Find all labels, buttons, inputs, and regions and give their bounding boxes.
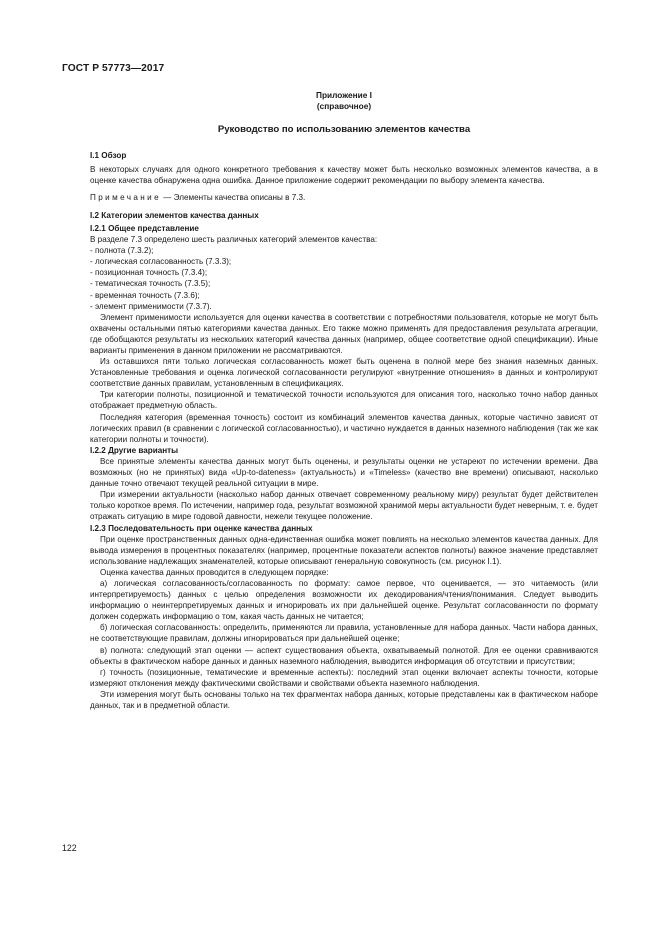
list-item: - тематическая точность (7.3.5); [90,278,598,289]
page-number: 122 [62,843,77,853]
paragraph: Эти измерения могут быть основаны только на тех фрагментах набора данных, которые представлены как в фактическом наборе данных, так и в предметной области. [90,689,598,710]
section-heading-i22: I.2.2 Другие варианты [90,445,179,455]
section-heading-i21: I.2.1 Общее представление [90,223,199,233]
paragraph: В некоторых случаях для одного конкретного требования к качеству может быть несколько возможных элементов качества, а в оценке качества обнаружена одна ошибка. Данное приложение содержит рекомендации по выбору элемента качества. [90,164,598,185]
paragraph: г) точность (позиционные, тематические и временные аспекты): последний этап оценки включает аспекты точности, которые измеряют отклонения между фактическими свойствами и свойствами объекта наземного наблюдения. [90,667,598,688]
paragraph: Элемент применимости используется для оценки качества в соответствии с потребностями пользователя, которые не могут быть охвачены остальными пятью категориями качества данных. Его также можно применять для предоставления результата агрегации, где обобщаются результаты из нескольких категорий качества данных (например, общее соответствие одной спецификации). Иные варианты применения в данном приложении не рассматриваются. [90,312,598,355]
document-code: ГОСТ Р 57773—2017 [62,63,165,74]
paragraph: Оценка качества данных проводится в следующем порядке: [100,567,329,577]
appendix-kind: (справочное) [316,101,372,112]
list-item: - позиционная точность (7.3.4); [90,267,598,278]
appendix-title: Руководство по использованию элементов качества [217,124,471,136]
paragraph: Три категории полноты, позиционной и тематической точности используются для описания того, насколько точно набор данных отображает предметную область. [90,390,598,411]
appendix-label: Приложение I [316,90,372,100]
paragraph: Все принятые элементы качества данных могут быть оценены, и результаты оценки не устареют по истечении времени. Два возможных (но не принятых) вида «Up-to-dateness» (актуальность) и «Timeless» (качество вне времени) описывают, насколько данные точно отвечают текущей реальной ситуации в мире. [90,456,598,489]
paragraph: б) логическая согласованность: определить, применяются ли правила, установленные для набора данных. Части набора данных, не соответствующие правилам, должны игнорироваться при дальнейшей оценке; [90,623,598,644]
paragraph: в) полнота: следующий этап оценки — аспект существования объекта, охватываемый полнотой. Для ее оценки сравниваются объекты в фактическом наборе данных и данных наземного наблюдения, выводится информация об отсутствии и присутствии; [90,645,598,666]
list-item: - логическая согласованность (7.3.3); [90,256,598,267]
paragraph: Последняя категория (временная точность) состоит из комбинаций элементов качества данных, которые частично зависят от логических правил (в сравнении с логической согласованностью), и частично нуждается в данных наземного наблюдения (так же как категории полноты и точности). [90,412,598,444]
section-heading-i1: I.1 Обзор [90,150,127,160]
paragraph: При оценке пространственных данных одна-единственная ошибка может повлиять на несколько элементов качества данных. Для вывода измерения в процентных показателях (например, процентные показатели аспектов полноты) важное значение представляет использование надлежащих знаменателей, которые описывают генеральную совокупность (см. рисунок I.1). [90,534,598,566]
paragraph: а) логическая согласованность/согласованность по формату: самое первое, что оценивается, — это читаемость (или интерпретируемость) данных с целью определения возможности их декодирования/чтения/понимания. Следует выводить информацию о неинтерпретируемых данных и игнорировать их при дальнейшей оценке. Результат согласованности по формату должен содержать информацию о том, какая часть данных не читается; [90,578,598,622]
category-list [90,245,598,312]
page-content [90,90,598,711]
paragraph: При измерении актуальности (насколько набор данных отвечает современному реальному миру) результат будет действителен только короткое время. По истечении, например года, результат возможной хранимой меры актуальности будет неверным, т. е. будет отражать ситуацию в мире годовой давности, нежели текущее положение. [90,490,598,522]
list-item: - временная точность (7.3.6); [90,290,598,301]
list-item: - элемент применимости (7.3.7). [90,301,598,312]
list-item: - полнота (7.3.2); [90,245,598,256]
section-heading-i23: I.2.3 Последовательность при оценке качества данных [90,523,313,533]
paragraph: В разделе 7.3 определено шесть различных категорий элементов качества: [90,235,378,245]
note-text: — Элементы качества описаны в 7.3. [161,192,306,202]
note-label: Примечание [90,192,162,202]
paragraph: Из оставшихся пяти только логическая согласованность может быть оценена в полной мере без знания наземных данных. Установленные требования и оценка логической согласованности регулируют «внутренние отношения» в данных и контролируют соответствие данных правилам, установленным в спецификациях. [90,357,598,389]
note [90,192,598,203]
section-heading-i2: I.2 Категории элементов качества данных [90,210,259,220]
